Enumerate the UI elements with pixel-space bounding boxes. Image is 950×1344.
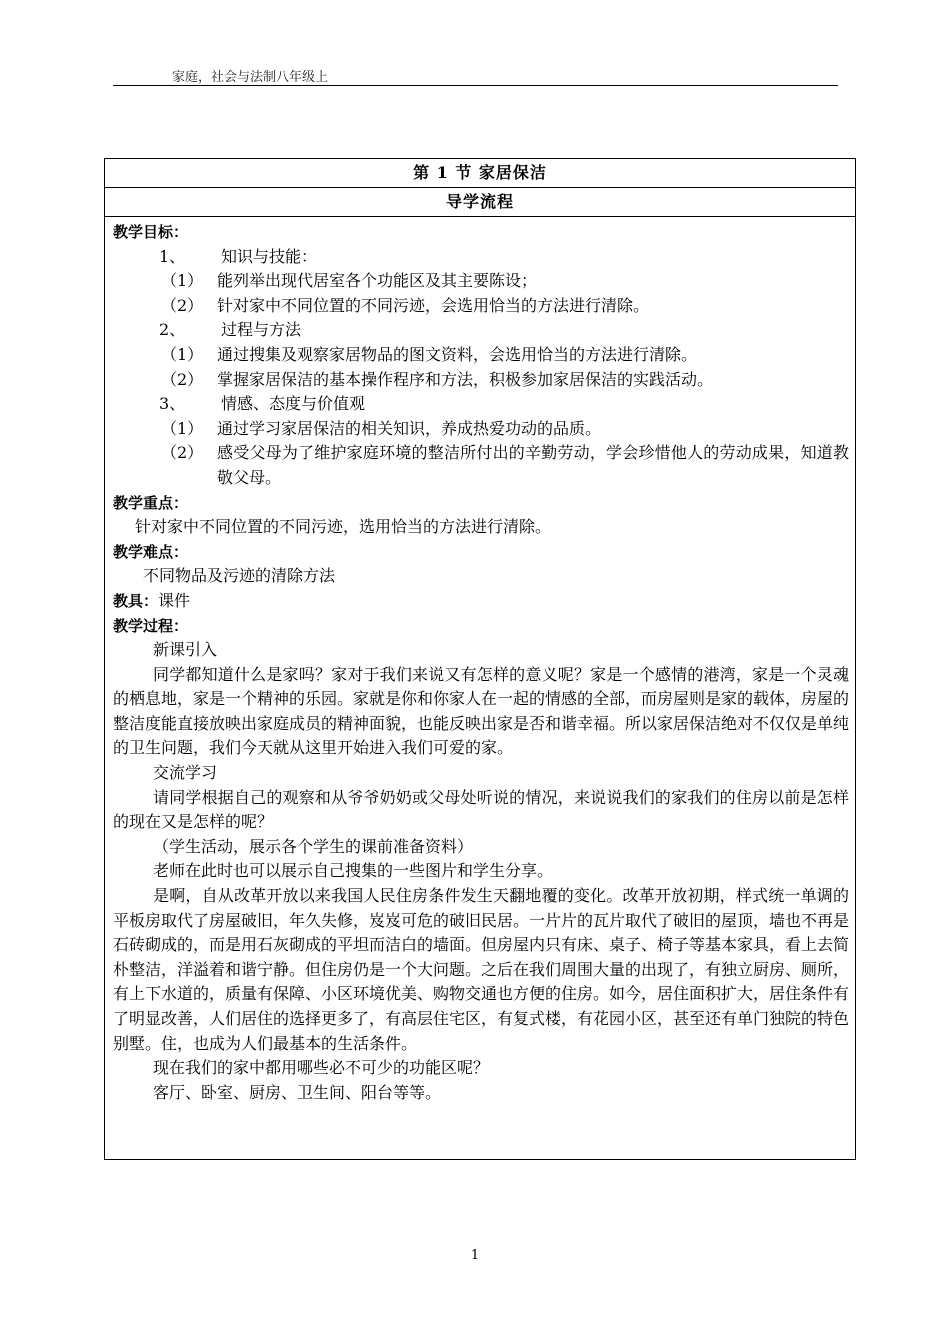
item-num: （2） xyxy=(161,443,204,463)
answer-line: 客厅、卧室、厨房、卫生间、阳台等等。 xyxy=(153,1082,442,1102)
goal-num: 1、 xyxy=(159,246,186,266)
goal-title: 情感、态度与价值观 xyxy=(221,394,366,414)
exchange-paragraph: 请同学根据自己的观察和从爷爷奶奶或父母处听说的情况，来说说我们的家我们的住房以前是怎样的现在又是怎样的呢？ xyxy=(113,787,849,832)
tools-line xyxy=(113,589,849,614)
item-text: 感受父母为了维护家庭环境的整洁所付出的辛勤劳动，学会珍惜他人的劳动成果，知道教敬父母。 xyxy=(217,443,849,487)
goal-section-1 xyxy=(113,245,849,270)
goal-title: 过程与方法 xyxy=(221,320,302,340)
lesson-subtitle: 导学流程 xyxy=(105,188,855,217)
lesson-content xyxy=(105,217,855,1105)
item-num: （2） xyxy=(161,295,204,315)
teacher-note: 老师在此时也可以展示自己搜集的一些图片和学生分享。 xyxy=(153,861,554,881)
running-header: 家庭，社会与法制八年级上 xyxy=(172,70,329,85)
goal-item xyxy=(113,417,849,442)
intro-heading: 新课引入 xyxy=(153,640,218,660)
question-line: 现在我们的家中都用哪些必不可少的功能区呢？ xyxy=(153,1058,490,1078)
item-text: 能列举出现代居室各个功能区及其主要陈设； xyxy=(217,271,538,291)
goal-section-2 xyxy=(113,318,849,343)
intro-paragraph: 同学都知道什么是家吗？家对于我们来说又有怎样的意义呢？家是一个感情的港湾，家是一个灵魂的栖息地，家是一个精神的乐园。家就是你和你家人在一起的情感的全部，而房屋则是家的载体，房屋的整洁度能直接放映出家庭成员的精神面貌，也能反映出家是否和谐幸福。所以家居保洁绝对不仅仅是单纯的卫生问题，我们今天就从这里开始进入我们可爱的家。 xyxy=(113,664,850,758)
header-rule xyxy=(113,85,838,86)
goal-item xyxy=(113,343,849,368)
tools-text: 课件 xyxy=(158,590,191,610)
key-points-label: 教学重点： xyxy=(113,493,189,512)
item-text: 掌握家居保洁的基本操作程序和方法，积极参加家居保洁的实践活动。 xyxy=(217,369,714,389)
goal-item xyxy=(113,441,849,490)
goal-num: 3、 xyxy=(159,394,186,414)
item-num: （1） xyxy=(161,418,204,438)
difficulties-text: 不同物品及污迹的清除方法 xyxy=(143,566,336,586)
lesson-table xyxy=(104,158,856,1160)
item-num: （1） xyxy=(161,271,204,291)
lesson-title: 第 1 节 家居保洁 xyxy=(105,159,855,188)
goals-label: 教学目标： xyxy=(113,223,189,241)
item-text: 针对家中不同位置的不同污迹，会选用恰当的方法进行清除。 xyxy=(217,295,650,315)
item-num: （2） xyxy=(161,369,204,389)
goal-item xyxy=(113,269,849,294)
process-label: 教学过程： xyxy=(113,616,189,635)
goal-num: 2、 xyxy=(159,320,186,340)
activity-note: （学生活动，展示各个学生的课前准备资料） xyxy=(153,836,474,856)
difficulties-label: 教学难点： xyxy=(113,542,189,561)
goal-section-3 xyxy=(113,392,849,417)
key-points-text: 针对家中不同位置的不同污迹，选用恰当的方法进行清除。 xyxy=(135,517,552,537)
item-text: 通过搜集及观察家居物品的图文资料，会选用恰当的方法进行清除。 xyxy=(217,344,698,364)
goal-item xyxy=(113,294,849,319)
exchange-heading: 交流学习 xyxy=(153,763,218,783)
item-num: （1） xyxy=(161,344,204,364)
goal-item xyxy=(113,368,849,393)
page-number: 1 xyxy=(470,1248,480,1263)
item-text: 通过学习家居保洁的相关知识，养成热爱功动的品质。 xyxy=(217,418,602,438)
history-paragraph: 是啊，自从改革开放以来我国人民住房条件发生天翻地覆的变化。改革开放初期，样式统一单调的平板房取代了房屋破旧，年久失修，岌岌可危的破旧民居。一片片的瓦片取代了破旧的屋顶，墙也不再是石砖砌成的，而是用石灰砌成的平坦而洁白的墙面。但房屋内只有床、桌子、椅子等基本家具，看上去简朴整洁，洋溢着和谐宁静。但住房仍是一个大问题。之后在我们周围大量的出现了，有独立厨房、厕所，有上下水道的，质量有保障、小区环境优美、购物交通也方便的住房。如今，居住面积扩大，居住条件有了明显改善，人们居住的选择更多了，有高层住宅区，有复式楼，有花园小区，甚至还有单门独院的特色别墅。住，也成为人们最基本的生活条件。 xyxy=(113,886,850,1053)
tools-label: 教具： xyxy=(113,591,159,610)
goal-title: 知识与技能： xyxy=(221,246,318,266)
